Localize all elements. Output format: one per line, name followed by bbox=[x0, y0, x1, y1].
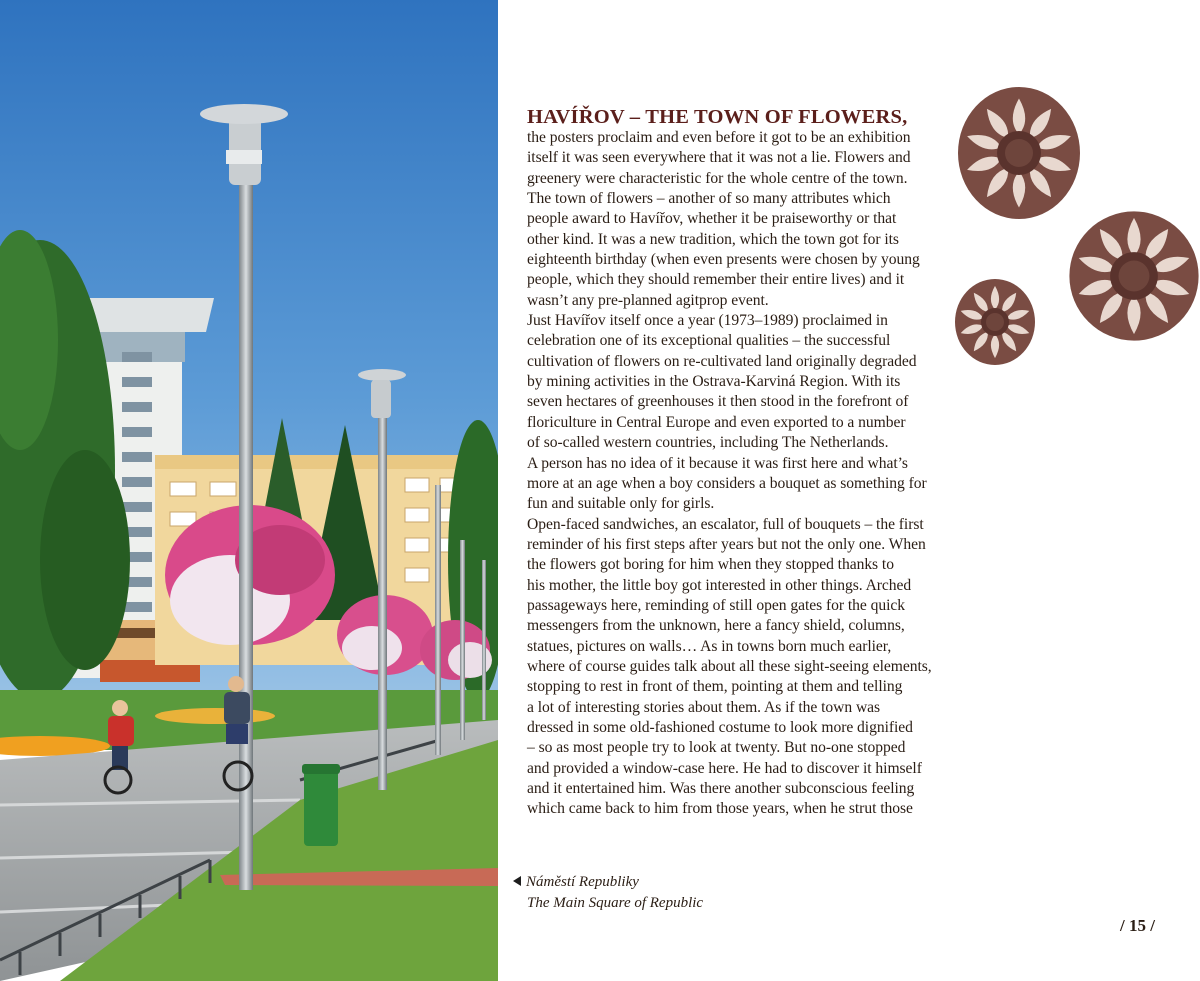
body-line: greenery were characteristic for the whole centre of the town. bbox=[527, 169, 908, 187]
body-line: statues, pictures on walls… As in towns born much earlier, bbox=[527, 637, 892, 655]
body-line: of so-called western countries, including The Netherlands. bbox=[527, 434, 889, 452]
body-line: and it entertained him. Was there another subconscious feeling bbox=[527, 780, 915, 797]
article-heading: HAVÍŘOV – THE TOWN OF FLOWERS, bbox=[527, 106, 908, 128]
body-line: wasn’t any pre-planned agitprop event. bbox=[527, 291, 769, 309]
body-line: Open-faced sandwiches, an escalator, full of bouquets – the first bbox=[527, 515, 924, 533]
bin bbox=[304, 768, 338, 846]
body-line: his mother, the little boy got interested in other things. Arched bbox=[527, 576, 912, 594]
photo-caption bbox=[513, 872, 703, 914]
body-line: celebration one of its exceptional qualities – the successful bbox=[527, 332, 891, 350]
body-line: – so as most people try to look at twenty. But no-one stopped bbox=[527, 739, 906, 757]
body-line: reminder of his first steps after years but not the only one. When bbox=[527, 535, 926, 553]
body-line: people, which they should remember their entire lives) and it bbox=[527, 271, 905, 289]
body-line: messengers from the unknown, here a fancy shield, columns, bbox=[527, 617, 905, 635]
body-line: the posters proclaim and even before it got to be an exhibition bbox=[527, 129, 911, 146]
body-line: which came back to him from those years, when he strut those bbox=[527, 800, 913, 818]
body-line: and provided a window-case here. He had to discover it himself bbox=[527, 759, 922, 777]
body-line: people award to Havířov, whether it be praiseworthy or that bbox=[527, 210, 897, 228]
page-number: / 15 / bbox=[1120, 916, 1155, 935]
body-line: more at an age when a boy considers a bouquet as something for bbox=[527, 474, 927, 492]
article bbox=[527, 106, 947, 820]
body-line: Just Havířov itself once a year (1973–1989) proclaimed in bbox=[527, 312, 888, 330]
body-line: cultivation of flowers on re-cultivated land originally degraded bbox=[527, 352, 917, 370]
body-line: a lot of interesting stories about them. As if the town was bbox=[527, 698, 881, 716]
body-line: itself it was seen everywhere that it was not a lie. Flowers and bbox=[527, 149, 911, 167]
body-line: fun and suitable only for girls. bbox=[527, 495, 715, 513]
body-line: eighteenth birthday (when even presents were chosen by young bbox=[527, 251, 920, 269]
body-line: by mining activities in the Ostrava-Karviná Region. With its bbox=[527, 373, 901, 391]
body-line: where of course guides talk about all these sight-seeing elements, bbox=[527, 657, 932, 675]
body-line: A person has no idea of it because it was first here and what’s bbox=[527, 454, 908, 472]
body-line: The town of flowers – another of so many attributes which bbox=[527, 190, 891, 208]
square-photo bbox=[0, 0, 498, 981]
body-line: seven hectares of greenhouses it then stood in the forefront of bbox=[527, 393, 909, 411]
flower-ornament-icon bbox=[957, 86, 1081, 220]
caption-line-1: Náměstí Republiky bbox=[526, 874, 639, 890]
caption-arrow-icon bbox=[513, 876, 521, 886]
article-body bbox=[527, 128, 947, 820]
body-line: dressed in some old-fashioned costume to look more dignified bbox=[527, 718, 913, 736]
flower-ornament-icon bbox=[1068, 182, 1200, 370]
body-line: floriculture in Central Europe and even exported to a number bbox=[527, 413, 906, 431]
body-line: the flowers got boring for him when they stopped thanks to bbox=[527, 556, 894, 574]
flower-ornament-icon bbox=[954, 278, 1036, 366]
body-line: passageways here, reminding of still open gates for the quick bbox=[527, 596, 906, 614]
body-line: stopping to rest in front of them, pointing at them and telling bbox=[527, 678, 903, 696]
caption-line-2: The Main Square of Republic bbox=[527, 895, 704, 911]
body-line: other kind. It was a new tradition, which the town got for its bbox=[527, 230, 899, 248]
